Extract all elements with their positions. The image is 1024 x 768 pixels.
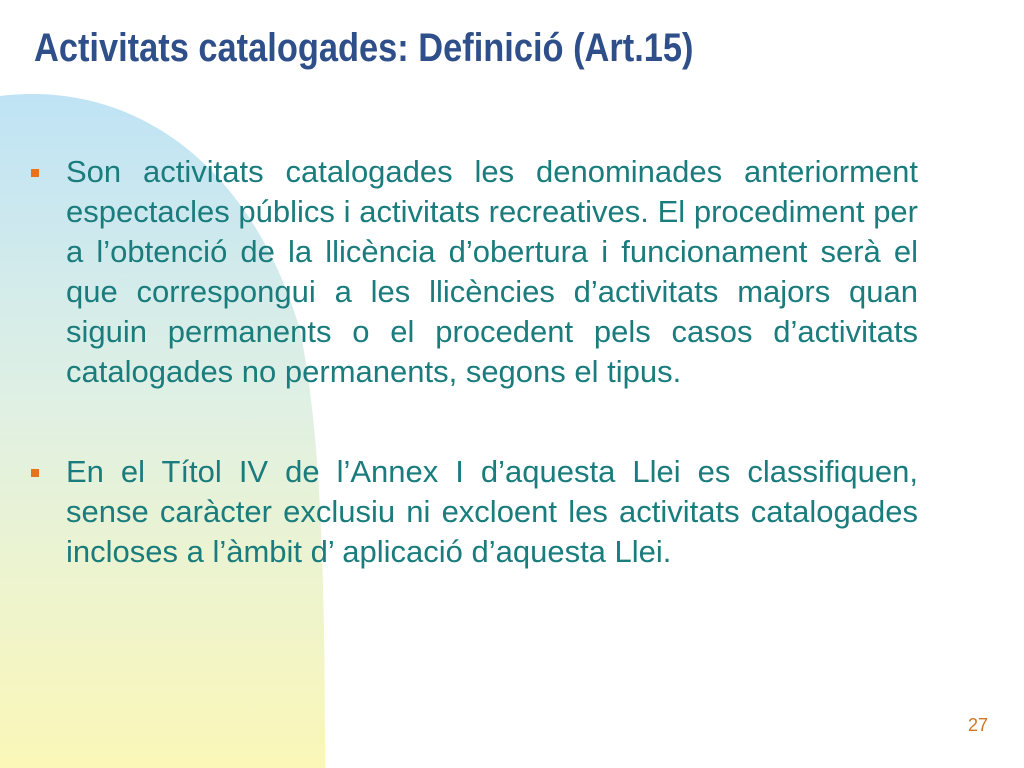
page-number: 27: [967, 715, 988, 735]
square-bullet-icon: [31, 169, 39, 177]
bullet-text: Son activitats catalogades les denominades anteriorment espectacles públics i activitats recreatives. El procediment per a l’obtenció de la llicència d’obertura i funcionament serà el que correspongui a les llicències d’activitats majors quan siguin permanents o el procedent pels casos d’activitats catalogades no permanents, segons el tipus.: [66, 154, 918, 389]
square-bullet-icon: [31, 469, 39, 477]
slide-title: Activitats catalogades: Definició (Art.15): [34, 26, 694, 70]
bullet-text: En el Títol IV de l’Annex I d’aquesta Llei es classifiquen, sense caràcter exclusiu ni excloent les activitats catalogades incloses a l’àmbit d’ aplicació d’aquesta Llei.: [66, 454, 918, 569]
bullet-list: [28, 152, 918, 572]
bullet-item: [28, 452, 918, 572]
bullet-item: [28, 152, 918, 392]
